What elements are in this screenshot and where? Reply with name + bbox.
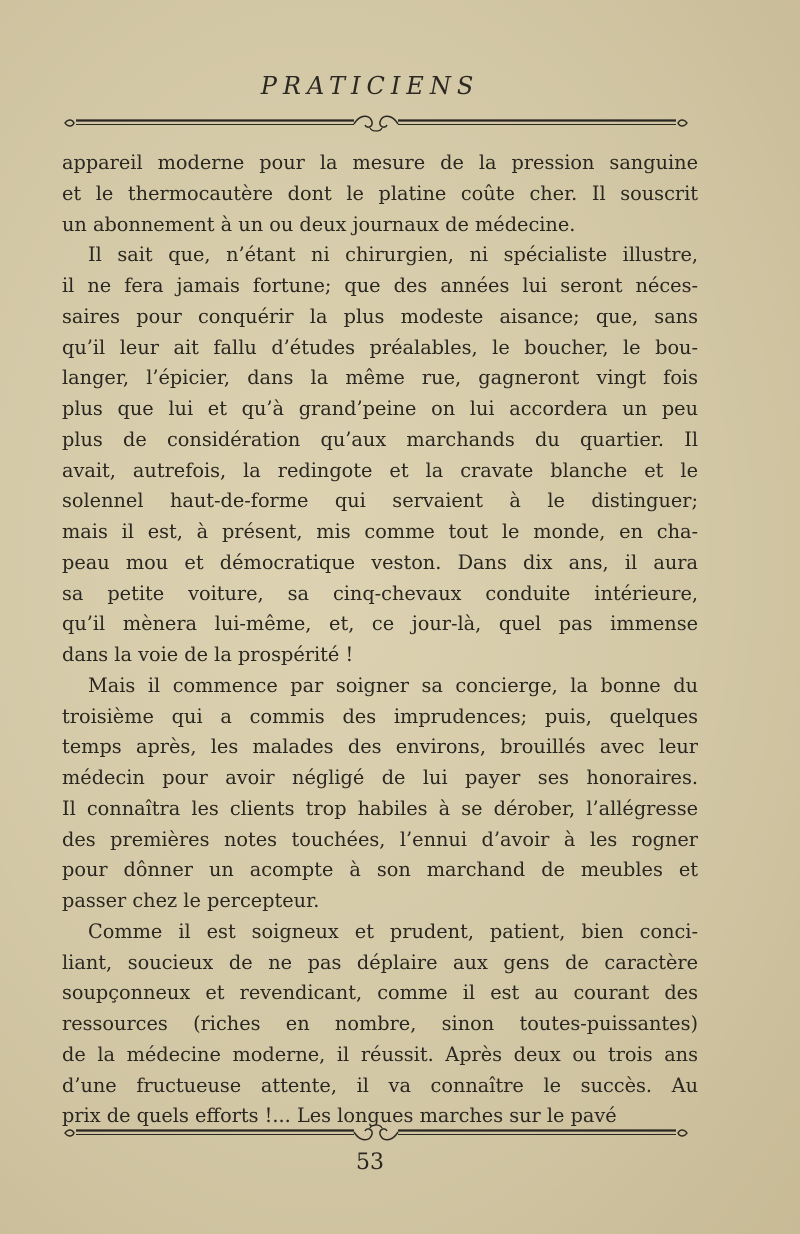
text-line: plus que lui et qu’à grand’peine on lui accordera un peu <box>62 397 698 420</box>
footer-ornamental-rule <box>62 1122 690 1144</box>
text-line: langer, l’épicier, dans la même rue, gagneront vingt fois <box>62 366 698 390</box>
text-line: saires pour conquérir la plus modeste aisance; que, sans <box>62 304 698 328</box>
page-number: 53 <box>356 1150 384 1175</box>
text-line: qu’il leur ait fallu d’études préalables, le boucher, le bou- <box>62 335 698 359</box>
text-line: prix de quels efforts !... Les longues marches sur le pavé <box>62 1104 617 1128</box>
header-ornamental-rule <box>62 112 690 134</box>
text-line: appareil moderne pour la mesure de la pression sanguine <box>62 151 698 174</box>
text-line: sa petite voiture, sa cinq-chevaux conduite intérieure, <box>62 581 698 605</box>
text-line: plus de considération qu’aux marchands du quartier. Il <box>62 427 698 451</box>
text-line: passer chez le percepteur. <box>62 889 320 912</box>
running-header: PRATICIENS <box>260 72 480 100</box>
text-line: mais il est, à présent, mis comme tout le monde, en cha- <box>62 520 698 543</box>
text-line: troisième qui a commis des imprudences; puis, quelques <box>62 704 698 728</box>
page-body-text <box>62 148 698 1132</box>
text-line: qu’il mènera lui-même, et, ce jour-là, quel pas immense <box>62 612 698 636</box>
text-line: liant, soucieux de ne pas déplaire aux gens de caractère <box>62 950 698 974</box>
text-line: solennel haut-de-forme qui servaient à le distinguer; <box>62 489 698 513</box>
text-line: et le thermocautère dont le platine coûte cher. Il souscrit <box>62 181 698 205</box>
text-line: pour dônner un acompte à son marchand de meubles et <box>62 858 698 882</box>
text-line: soupçonneux et revendicant, comme il est au courant des <box>62 981 698 1005</box>
text-line: Il connaîtra les clients trop habiles à se dérober, l’allégresse <box>62 796 698 820</box>
text-line: des premières notes touchées, l’ennui d’avoir à les rogner <box>62 827 698 851</box>
text-line: il ne fera jamais fortune; que des années lui seront néces- <box>62 274 698 297</box>
text-line: Il sait que, n’étant ni chirurgien, ni spécialiste illustre, <box>88 243 698 267</box>
text-line: peau mou et démocratique veston. Dans dix ans, il aura <box>62 550 698 574</box>
text-line: avait, autrefois, la redingote et la cravate blanche et le <box>62 458 698 482</box>
text-line: médecin pour avoir négligé de lui payer ses honoraires. <box>62 766 698 789</box>
text-line: un abonnement à un ou deux journaux de médecine. <box>62 212 576 236</box>
text-line: ressources (riches en nombre, sinon toutes-puissantes) <box>62 1012 698 1035</box>
text-line: d’une fructueuse attente, il va connaître le succès. Au <box>62 1073 698 1097</box>
text-line: Comme il est soigneux et prudent, patient, bien conci- <box>88 919 698 943</box>
text-line: de la médecine moderne, il réussit. Après deux ou trois ans <box>62 1042 698 1066</box>
text-line: temps après, les malades des environs, brouillés avec leur <box>62 735 698 759</box>
text-line: Mais il commence par soigner sa concierge, la bonne du <box>88 673 698 697</box>
text-line: dans la voie de la prospérité ! <box>62 643 354 666</box>
